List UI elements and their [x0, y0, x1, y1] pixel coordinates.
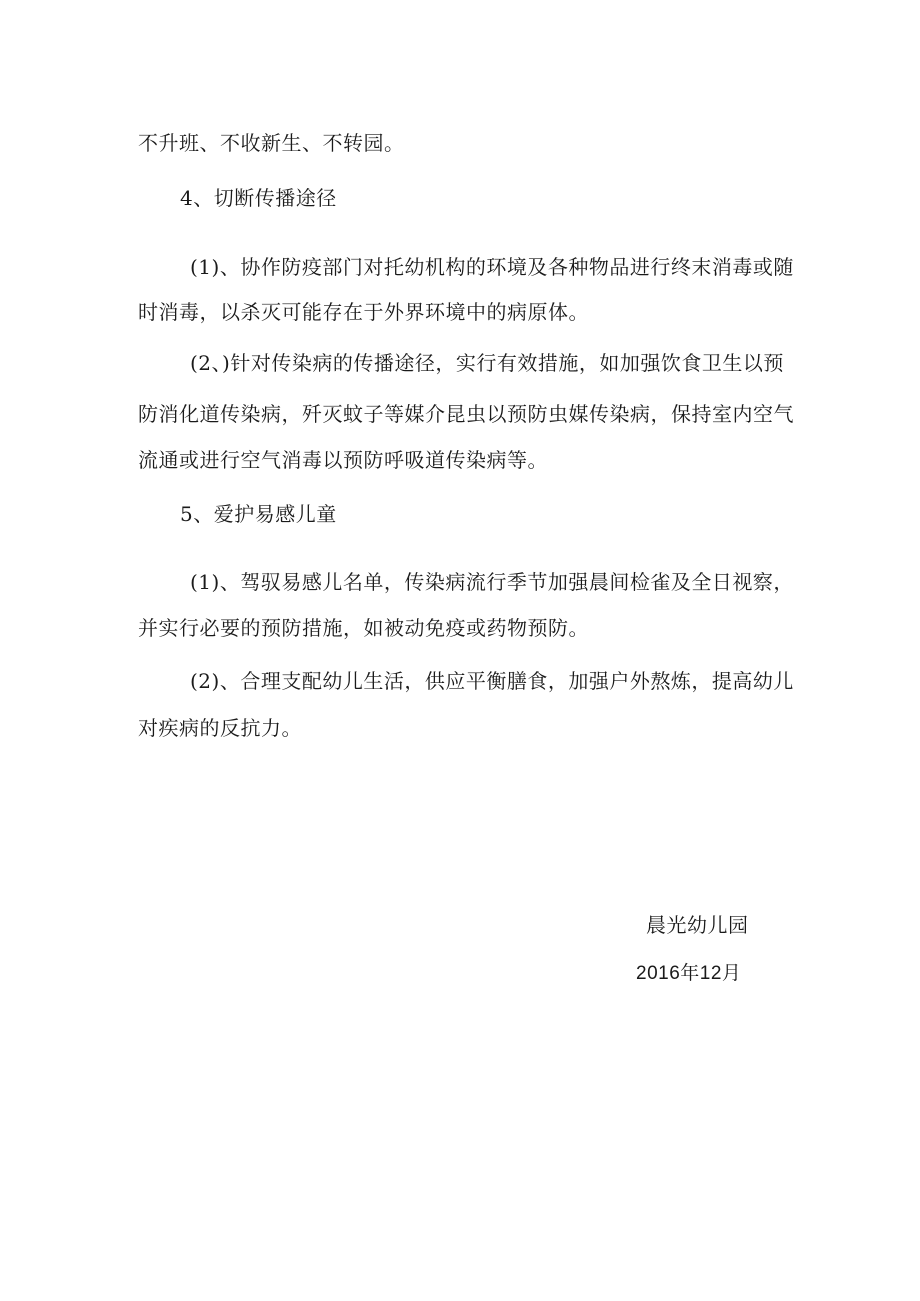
- paragraph-line-12: 对疾病的反抗力。: [138, 716, 302, 740]
- paragraph-line-11: (2)、合理支配幼儿生活，供应平衡膳食，加强户外熬炼，提高幼儿: [190, 669, 794, 693]
- paragraph-line-7: 流通或进行空气消毒以预防呼吸道传染病等。: [138, 448, 548, 472]
- paragraph-line-1: 不升班、不收新生、不转园。: [138, 131, 405, 155]
- signature-date: 2016年12月: [636, 963, 742, 984]
- paragraph-line-10: 并实行必要的预防措施，如被动免疫或药物预防。: [138, 616, 589, 640]
- paragraph-line-3: (1)、协作防疫部门对托幼机构的环境及各种物品进行终末消毒或随: [190, 255, 794, 279]
- section-heading-5: 5、爱护易感儿童: [180, 502, 337, 526]
- signature-organization: 晨光幼儿园: [646, 913, 749, 937]
- section-heading-4: 4、切断传播途径: [180, 186, 337, 210]
- paragraph-line-4: 时消毒，以杀灭可能存在于外界环境中的病原体。: [138, 300, 589, 324]
- paragraph-line-6: 防消化道传染病，歼灭蚊子等媒介昆虫以预防虫媒传染病，保持室内空气: [138, 402, 794, 426]
- paragraph-line-9: (1)、驾驭易感儿名单，传染病流行季节加强晨间检雀及全日视察，: [190, 570, 794, 594]
- paragraph-line-5: (2、)针对传染病的传播途径，实行有效措施，如加强饮食卫生以预: [190, 351, 784, 375]
